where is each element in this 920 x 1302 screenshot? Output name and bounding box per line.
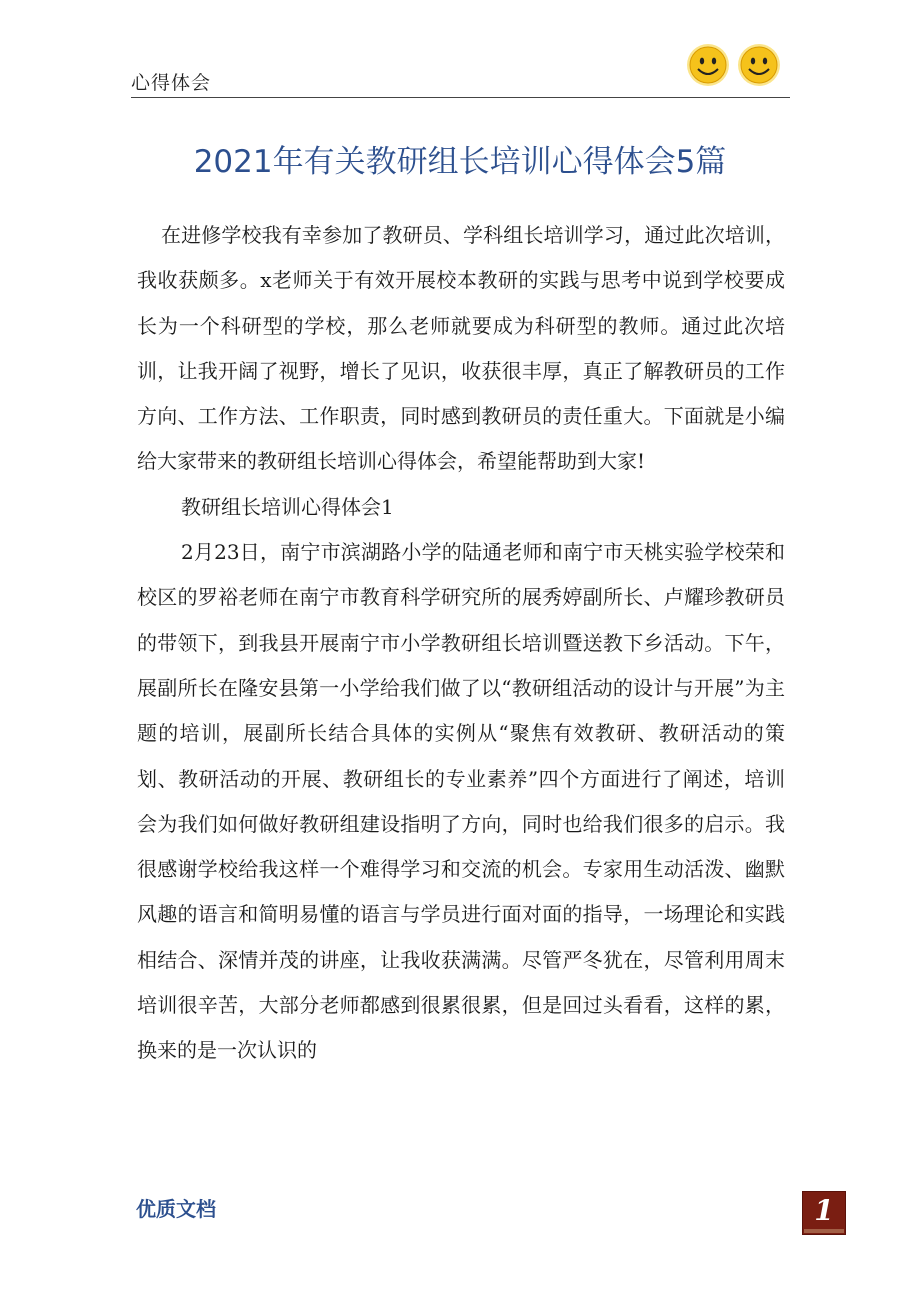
badge-stripes <box>804 1229 844 1233</box>
page-number: 1 <box>814 1194 834 1227</box>
page-number-badge <box>802 1191 846 1235</box>
body-paragraph: 2月23日，南宁市滨湖路小学的陆通老师和南宁市天桃实验学校荣和校区的罗裕老师在南宁市教育科学研究所的展秀婷副所长、卢耀珍教研员的带领下，到我县开展南宁市小学教研组长培训暨送教下乡活动。下午，展副所长在隆安县第一小学给我们做了以“教研组活动的设计与开展”为主题的培训，展副所长结合具体的实例从“聚焦有效教研、教研活动的策划、教研活动的开展、教研组长的专业素养”四个方面进行了阐述，培训会为我们如何做好教研组建设指明了方向，同时也给我们很多的启示。我很感谢学校给我这样一个难得学习和交流的机会。专家用生动活泼、幽默风趣的语言和简明易懂的语言与学员进行面对面的指导，一场理论和实践相结合、深情并茂的讲座，让我收获满满。尽管严冬犹在，尽管利用周末培训很辛苦，大部分老师都感到很累很累，但是回过头看看，这样的累，换来的是一次认识的 <box>137 540 785 1063</box>
section-heading: 教研组长培训心得体会1 <box>181 494 394 519</box>
smiley-face-icon <box>687 44 729 86</box>
footer-label: 优质文档 <box>136 1197 216 1221</box>
header-title: 心得体会 <box>131 72 212 94</box>
intro-paragraph: 在进修学校我有幸参加了教研员、学科组长培训学习，通过此次培训，我收获颇多。x老师关于有效开展校本教研的实践与思考中说到学校要成长为一个科研型的学校，那么老师就要成为科研型的教师。通过此次培训，让我开阔了视野，增长了见识，收获很丰厚，真正了解教研员的工作方向、工作方法、工作职责，同时感到教研员的责任重大。下面就是小编给大家带来的教研组长培训心得体会，希望能帮助到大家! <box>137 223 785 474</box>
smiley-logo <box>686 42 782 88</box>
document-title: 2021年有关教研组长培训心得体会5篇 <box>193 144 727 180</box>
smiley-face-icon <box>738 44 780 86</box>
header-divider <box>131 97 790 98</box>
document-body <box>137 213 785 1074</box>
